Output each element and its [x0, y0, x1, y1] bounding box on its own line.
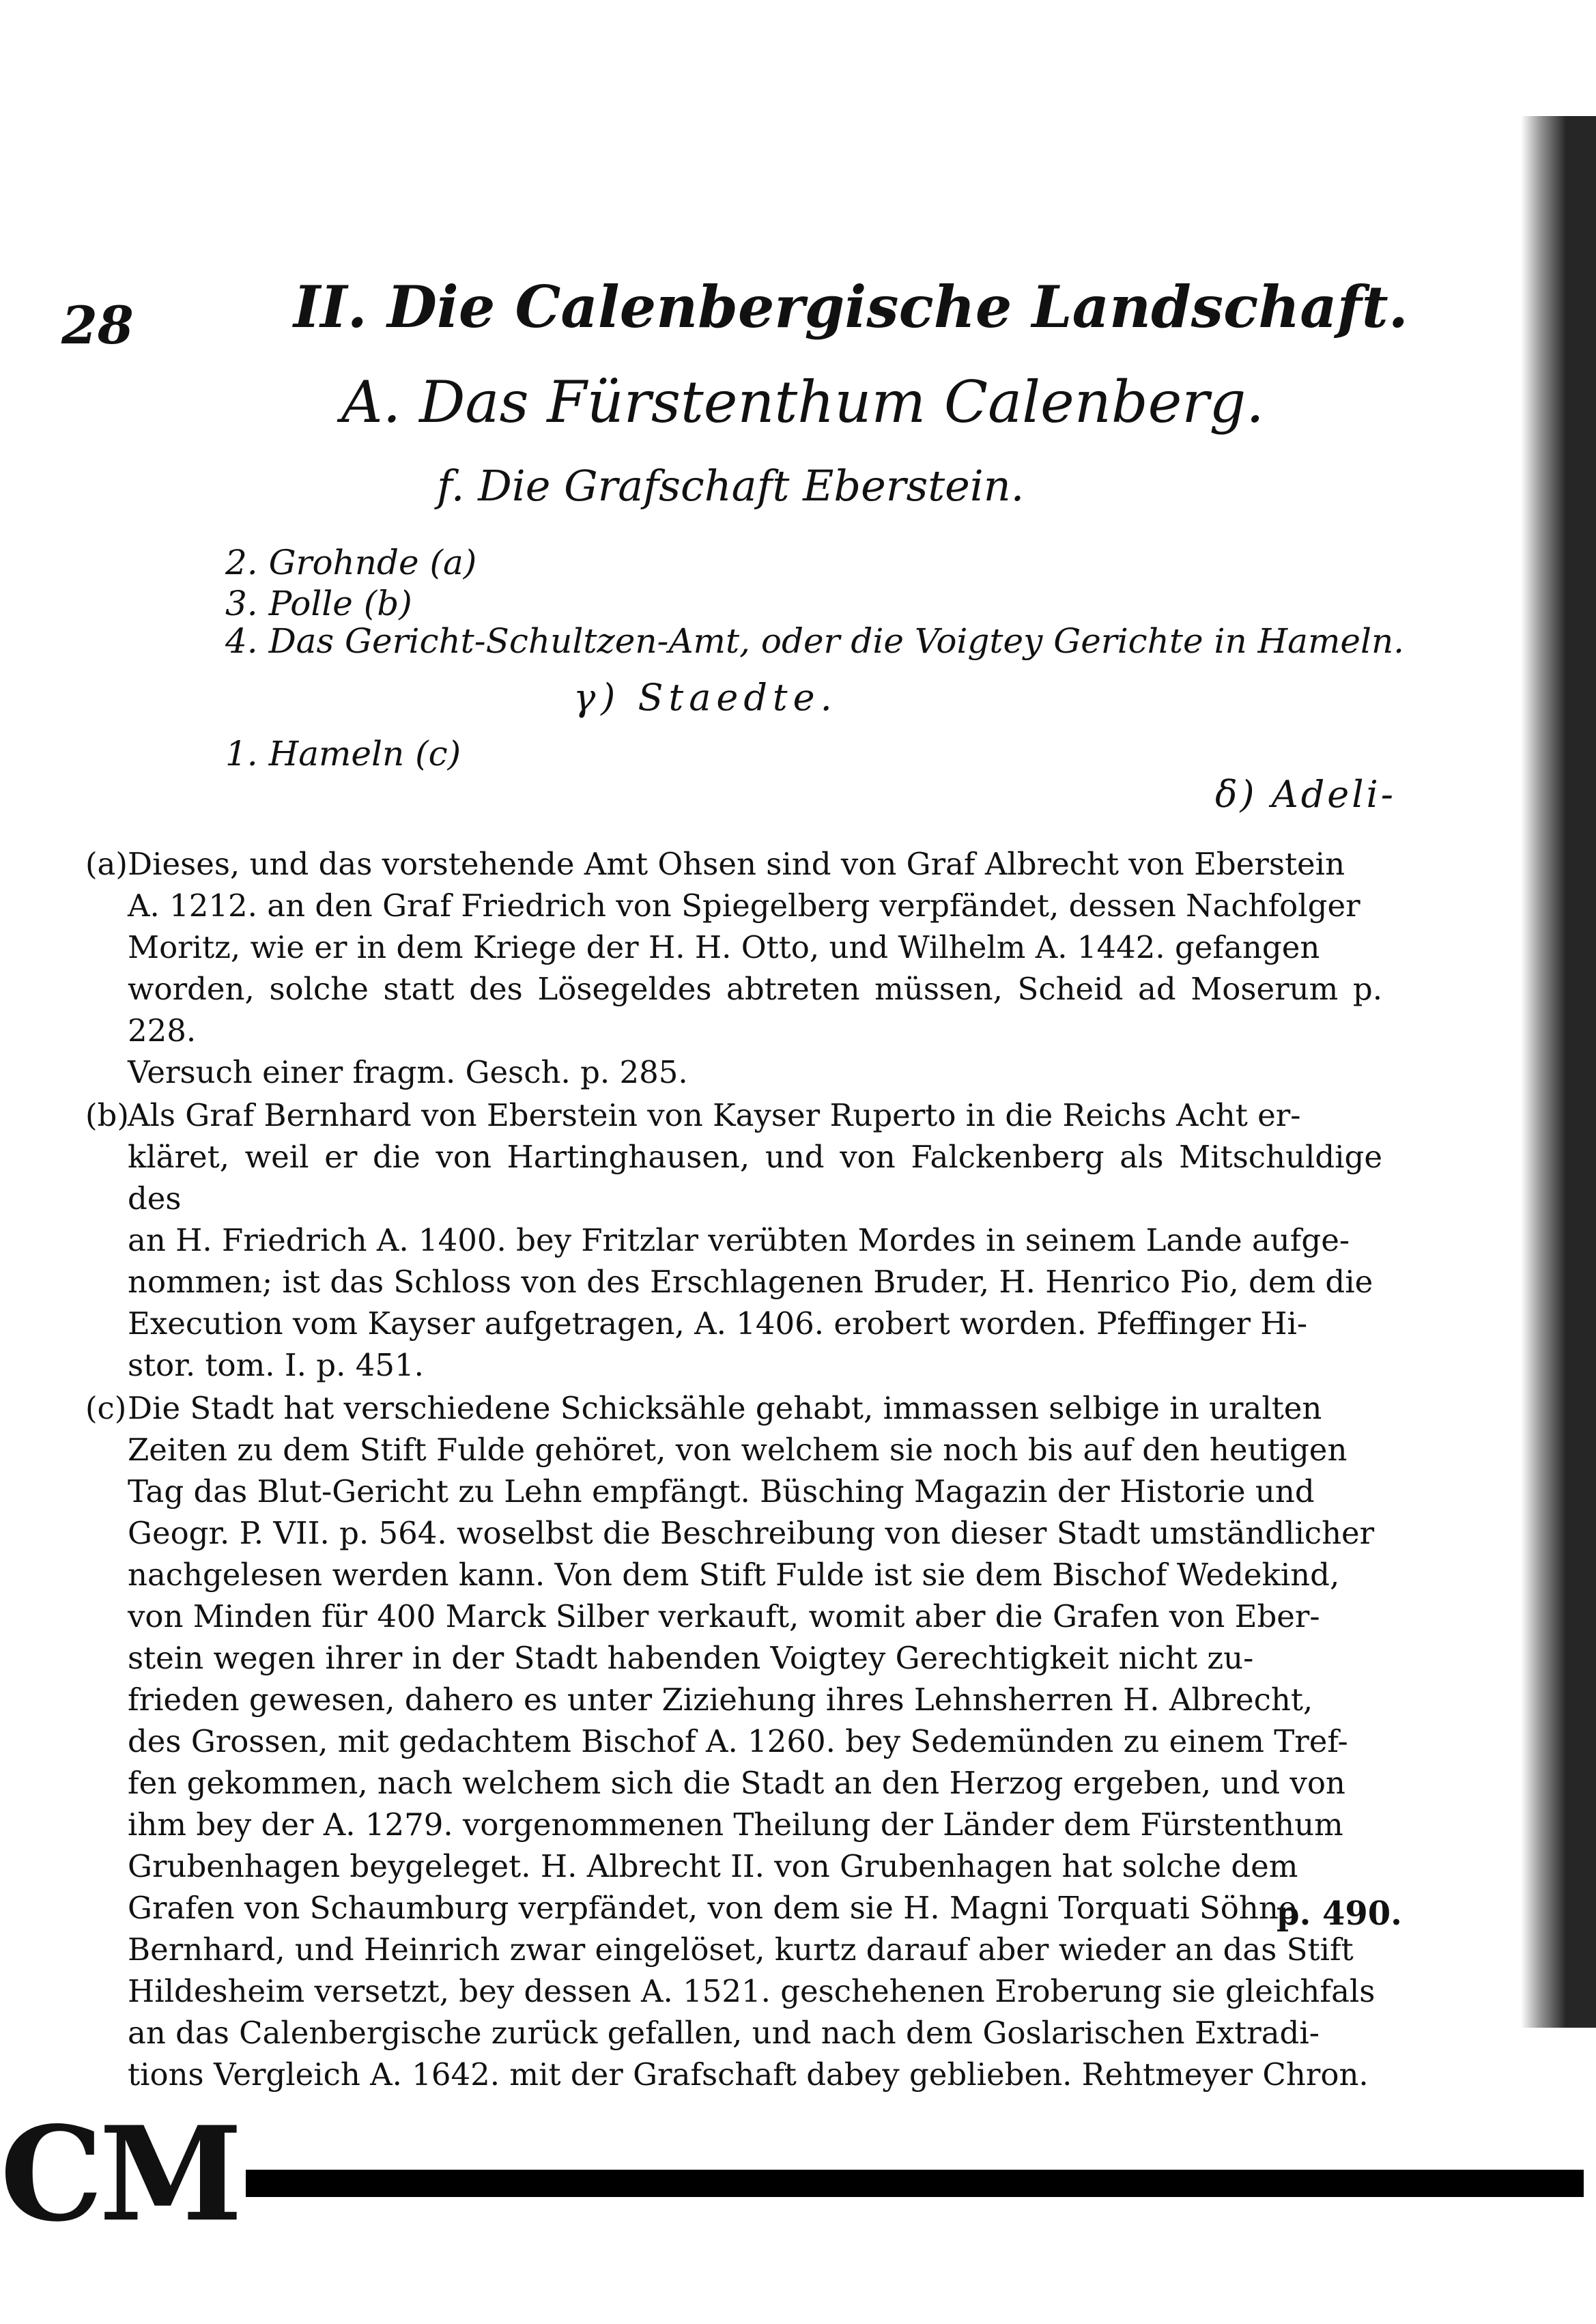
- footnotes: [85, 843, 1382, 2097]
- footnote-b: [85, 1094, 1382, 1386]
- footnote-a: [85, 843, 1382, 1093]
- chapter-title: II. Die Calenbergische Landschaft.: [294, 273, 1408, 341]
- footnote-line: fen gekommen, nach welchem sich die Stadt an den Herzog ergeben, und von: [128, 1765, 1345, 1801]
- footnote-line: A. 1212. an den Graf Friedrich von Spiegelberg verpfändet, dessen Nachfolger: [128, 888, 1360, 924]
- subsection-title: f. Die Grafschaft Eberstein.: [437, 461, 1025, 511]
- footnote-line: Die Stadt hat verschiedene Schicksähle gehabt, immassen selbige in uralten: [128, 1390, 1322, 1426]
- section-title: A. Das Fürstenthum Calenberg.: [341, 369, 1264, 436]
- footnote-line: worden, solche statt des Lösegeldes abtreten müssen, Scheid ad Moserum p. 228.: [128, 971, 1382, 1049]
- page-number: 28: [61, 295, 134, 356]
- footnote-line: stein wegen ihrer in der Stadt habenden Voigtey Gerechtigkeit nicht zu-: [128, 1640, 1254, 1676]
- footnote-c: [85, 1387, 1382, 2095]
- footnote-line: stor. tom. I. p. 451.: [128, 1347, 424, 1383]
- footnote-line: Grafen von Schaumburg verpfändet, von dem sie H. Magni Torquati Söhne: [128, 1890, 1297, 1926]
- footnote-line: Als Graf Bernhard von Eberstein von Kayser Ruperto in die Reichs Acht er-: [128, 1097, 1301, 1133]
- footnote-line: nommen; ist das Schloss von des Erschlagenen Bruder, H. Henrico Pio, dem die: [128, 1264, 1373, 1300]
- footnote-line: Hildesheim versetzt, bey dessen A. 1521. geschehenen Eroberung sie gleichfals: [128, 1973, 1376, 2009]
- list-item: 4. Das Gericht-Schultzen-Amt, oder die Voigtey Gerichte in Hameln.: [225, 621, 1405, 661]
- footnote-line: an H. Friedrich A. 1400. bey Fritzlar verübten Mordes in seinem Lande aufge-: [128, 1222, 1350, 1258]
- footnote-line: Grubenhagen beygeleget. H. Albrecht II. von Grubenhagen hat solche dem: [128, 1848, 1298, 1884]
- subsection-heading: γ) Staedte.: [573, 676, 838, 719]
- footnote-line: Tag das Blut-Gericht zu Lehn empfängt. Büsching Magazin der Historie und: [128, 1473, 1315, 1510]
- footnote-marker: (c): [85, 1390, 127, 1426]
- footnote-line: von Minden für 400 Marck Silber verkauft, womit aber die Grafen von Eber-: [128, 1598, 1320, 1634]
- scan-bottom-edge: [246, 2170, 1584, 2197]
- footnote-line: nachgelesen werden kann. Von dem Stift Fulde ist sie dem Bischof Wedekind,: [128, 1557, 1340, 1593]
- footnote-line: kläret, weil er die von Hartinghausen, und von Falckenberg als Mitschuldige des: [128, 1139, 1382, 1217]
- footnote-line: Dieses, und das vorstehende Amt Ohsen sind von Graf Albrecht von Eberstein: [128, 846, 1345, 882]
- footnote-line: Geogr. P. VII. p. 564. woselbst die Beschreibung von dieser Stadt umständlicher: [128, 1515, 1375, 1551]
- footnote-marker: (a): [85, 846, 128, 882]
- footnote-line: frieden gewesen, dahero es unter Ziziehung ihres Lehnsherren H. Albrecht,: [128, 1682, 1313, 1718]
- footnote-marker: (b): [85, 1097, 129, 1133]
- footnote-line: an das Calenbergische zurück gefallen, und nach dem Goslarischen Extradi-: [128, 2015, 1320, 2051]
- footnote-line: Versuch einer fragm. Gesch. p. 285.: [128, 1054, 688, 1090]
- footnote-line: Bernhard, und Heinrich zwar eingelöset, kurtz darauf aber wieder an das Stift: [128, 1931, 1354, 1968]
- footnote-line: Zeiten zu dem Stift Fulde gehöret, von welchem sie noch bis auf den heutigen: [128, 1432, 1348, 1468]
- footnote-line: tions Vergleich A. 1642. mit der Grafschaft dabey geblieben. Rehtmeyer Chron.: [128, 2056, 1369, 2093]
- page-reference: p. 490.: [1277, 1895, 1402, 1933]
- footnote-line: des Grossen, mit gedachtem Bischof A. 1260. bey Sedemünden zu einem Tref-: [128, 1723, 1348, 1759]
- scan-binding-shadow: [1521, 116, 1596, 2028]
- scan-artifact: CM: [0, 2098, 239, 2250]
- catchword: δ) Adeli-: [1215, 773, 1397, 816]
- list-item: 2. Grohnde (a): [225, 543, 477, 582]
- list-item: 1. Hameln (c): [225, 734, 461, 774]
- footnote-line: Execution vom Kayser aufgetragen, A. 1406. erobert worden. Pfeffinger Hi-: [128, 1305, 1308, 1342]
- list-item: 3. Polle (b): [225, 584, 412, 623]
- footnote-line: Moritz, wie er in dem Kriege der H. H. Otto, und Wilhelm A. 1442. gefangen: [128, 929, 1320, 965]
- footnote-line: ihm bey der A. 1279. vorgenommenen Theilung der Länder dem Fürstenthum: [128, 1806, 1343, 1843]
